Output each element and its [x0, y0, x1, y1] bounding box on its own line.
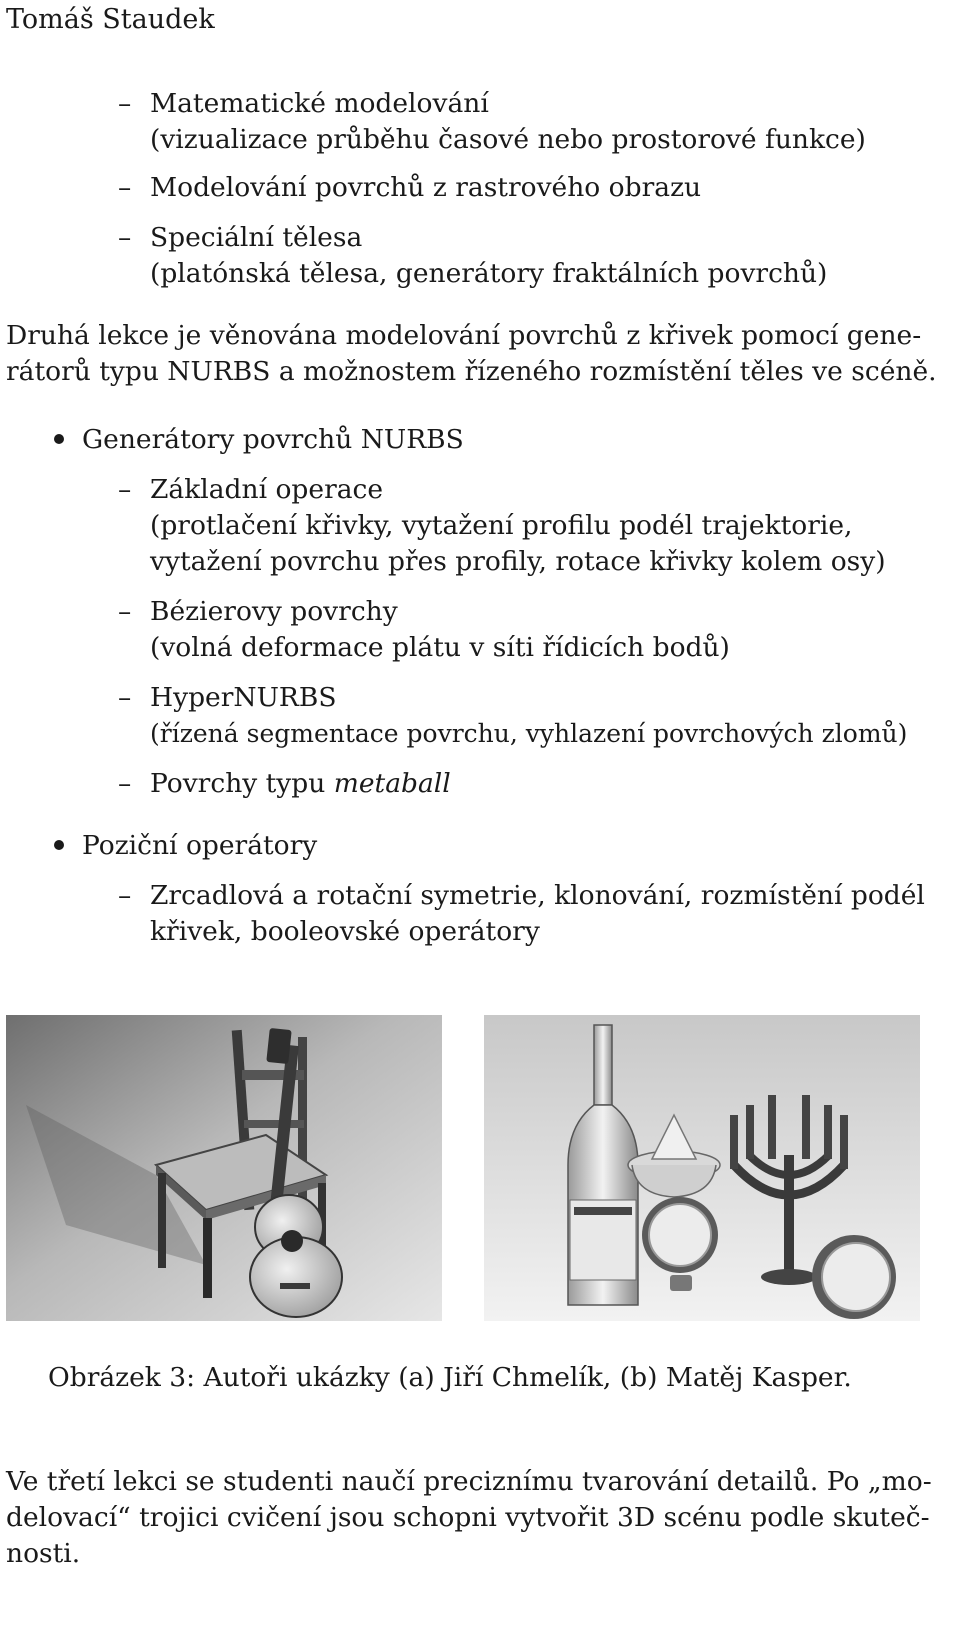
dash-marker: – — [118, 880, 132, 911]
section-title: Generátory povrchů NURBS — [82, 424, 464, 455]
list-item-title: HyperNURBS — [150, 682, 337, 713]
dash-marker: – — [118, 474, 132, 505]
list-item-detail: (vizualizace průběhu časové nebo prostorové funkce) — [150, 124, 866, 155]
paragraph-line: Druhá lekce je věnována modelování povrchů z křivek pomocí gene- — [6, 320, 922, 351]
paragraph-text: scénu podle skuteč- — [655, 1502, 930, 1533]
list-item-detail: (platónská tělesa, generátory fraktálních povrchů) — [150, 258, 828, 289]
figure-image-b — [484, 1015, 920, 1321]
running-header-author: Tomáš Staudek — [6, 4, 215, 35]
paragraph-text: delovací“ trojici cvičení jsou schopni vytvořit — [6, 1502, 618, 1533]
dash-marker: – — [118, 222, 132, 253]
list-item-title — [150, 766, 451, 802]
bullet-marker — [54, 434, 64, 444]
list-item-detail: (volná deformace plátu v síti řídicích bodů) — [150, 632, 730, 663]
paragraph-line: rátorů typu NURBS a možnostem řízeného rozmístění těles ve scéně. — [6, 356, 937, 387]
list-item-title: Modelování povrchů z rastrového obrazu — [150, 172, 702, 203]
paragraph-line: nosti. — [6, 1538, 81, 1569]
list-item-title: Bézierovy povrchy — [150, 596, 398, 627]
list-item-detail: (protlačení křivky, vytažení profilu podél trajektorie, — [150, 510, 853, 541]
bullet-marker — [54, 840, 64, 850]
list-item-detail: (řízená segmentace povrchu, vyhlazení povrchových zlomů) — [150, 719, 908, 748]
section-title: Poziční operátory — [82, 830, 318, 861]
figure-image-a — [6, 1015, 442, 1321]
paragraph-line: Ve třetí lekci se studenti naučí preciznímu tvarování detailů. Po „mo- — [6, 1466, 932, 1497]
list-item-line: křivek, booleovské operátory — [150, 916, 540, 947]
figure-caption: Obrázek 3: Autoři ukázky (a) Jiří Chmelík, (b) Matěj Kasper. — [48, 1362, 852, 1393]
list-item-detail: vytažení povrchu přes profily, rotace křivky kolem osy) — [150, 546, 886, 577]
abbreviation-3d: 3D — [617, 1502, 656, 1533]
list-item-title-emphasis: metaball — [333, 768, 451, 799]
dash-marker: – — [118, 768, 132, 799]
dash-marker: – — [118, 172, 132, 203]
still-life-render — [484, 1015, 920, 1321]
paragraph-line — [6, 1500, 930, 1536]
list-item-title: Matematické modelování — [150, 88, 489, 119]
list-item-title: Speciální tělesa — [150, 222, 363, 253]
dash-marker: – — [118, 596, 132, 627]
chair-guitar-render — [6, 1015, 442, 1321]
dash-marker: – — [118, 682, 132, 713]
dash-marker: – — [118, 88, 132, 119]
list-item-title: Základní operace — [150, 474, 384, 505]
list-item-line: Zrcadlová a rotační symetrie, klonování, rozmístění podél — [150, 880, 925, 911]
list-item-title-prefix: Povrchy typu — [150, 768, 334, 799]
